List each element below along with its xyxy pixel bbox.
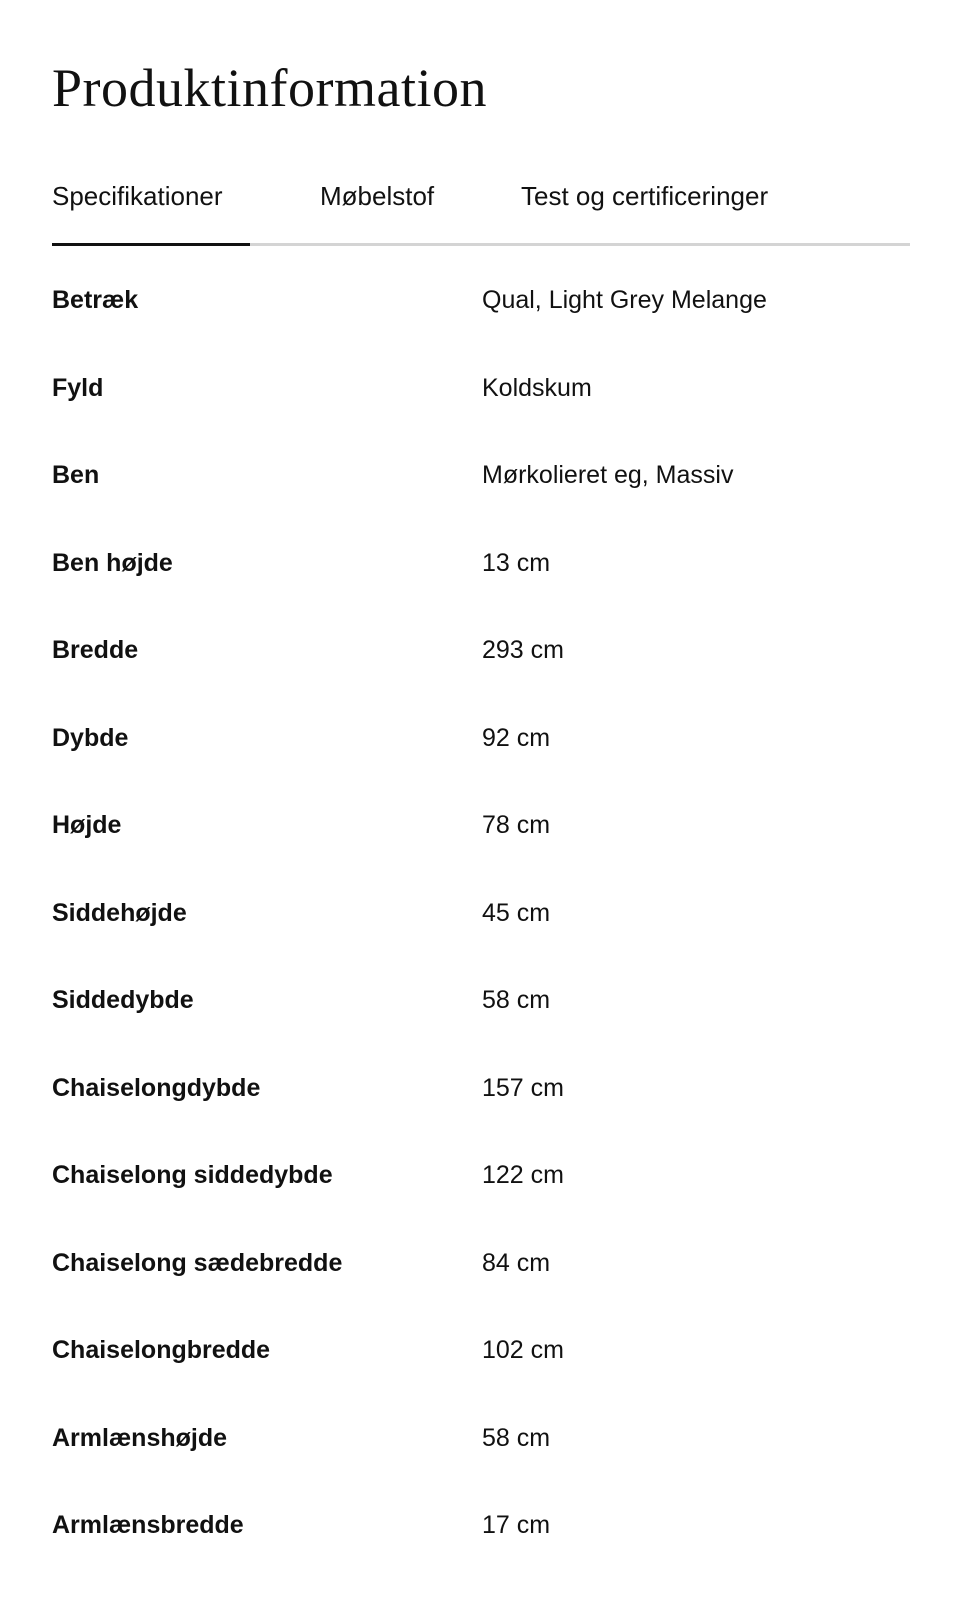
tab-specifikationer[interactable]: Specifikationer <box>52 176 250 243</box>
spec-row <box>52 622 910 710</box>
spec-label: Bredde <box>52 636 139 664</box>
spec-label: Betræk <box>52 286 139 314</box>
tab-test-og-certificeringer[interactable]: Test og certificeringer <box>521 181 769 211</box>
spec-label: Højde <box>52 811 122 839</box>
spec-value: 13 cm <box>482 548 551 577</box>
spec-value: Koldskum <box>482 373 592 402</box>
spec-row <box>52 360 910 448</box>
spec-value: 157 cm <box>482 1073 564 1102</box>
spec-label: Chaiselong siddedybde <box>52 1161 333 1189</box>
spec-label: Armlænsbredde <box>52 1511 244 1539</box>
spec-row <box>52 797 910 885</box>
spec-row <box>52 972 910 1060</box>
spec-label: Chaiselongbredde <box>52 1336 271 1364</box>
spec-value: 92 cm <box>482 723 551 752</box>
tab-bar <box>52 176 910 246</box>
spec-label: Siddehøjde <box>52 898 187 927</box>
spec-value: 84 cm <box>482 1248 551 1277</box>
spec-label: Siddedybde <box>52 986 194 1014</box>
spec-label: Ben <box>52 461 100 489</box>
spec-value: 58 cm <box>482 986 551 1014</box>
spec-row <box>52 1235 910 1323</box>
spec-label: Armlænshøjde <box>52 1423 228 1452</box>
spec-row <box>52 1410 910 1498</box>
spec-row <box>52 710 910 798</box>
spec-row <box>52 885 910 973</box>
tab-mobelstof[interactable]: Møbelstof <box>320 181 435 211</box>
spec-label: Chaiselongdybde <box>52 1073 261 1102</box>
spec-value: 45 cm <box>482 898 551 927</box>
spec-label: Dybde <box>52 723 129 752</box>
spec-value: 17 cm <box>482 1511 551 1539</box>
spec-row <box>52 1147 910 1235</box>
spec-label: Chaiselong sædebredde <box>52 1248 343 1277</box>
spec-value: 293 cm <box>482 636 564 664</box>
spec-value: 102 cm <box>482 1336 564 1364</box>
spec-table <box>52 272 910 1585</box>
spec-value: Qual, Light Grey Melange <box>482 286 767 314</box>
spec-label: Fyld <box>52 373 104 402</box>
spec-value: Mørkolieret eg, Massiv <box>482 461 734 489</box>
spec-row <box>52 1497 910 1585</box>
spec-row <box>52 272 910 360</box>
spec-value: 78 cm <box>482 811 551 839</box>
spec-label: Ben højde <box>52 548 173 577</box>
spec-row <box>52 1322 910 1410</box>
spec-value: 122 cm <box>482 1161 564 1189</box>
spec-row <box>52 447 910 535</box>
spec-value: 58 cm <box>482 1423 551 1452</box>
spec-row <box>52 1060 910 1148</box>
page-title: Produktinformation <box>52 58 487 118</box>
spec-row <box>52 535 910 623</box>
